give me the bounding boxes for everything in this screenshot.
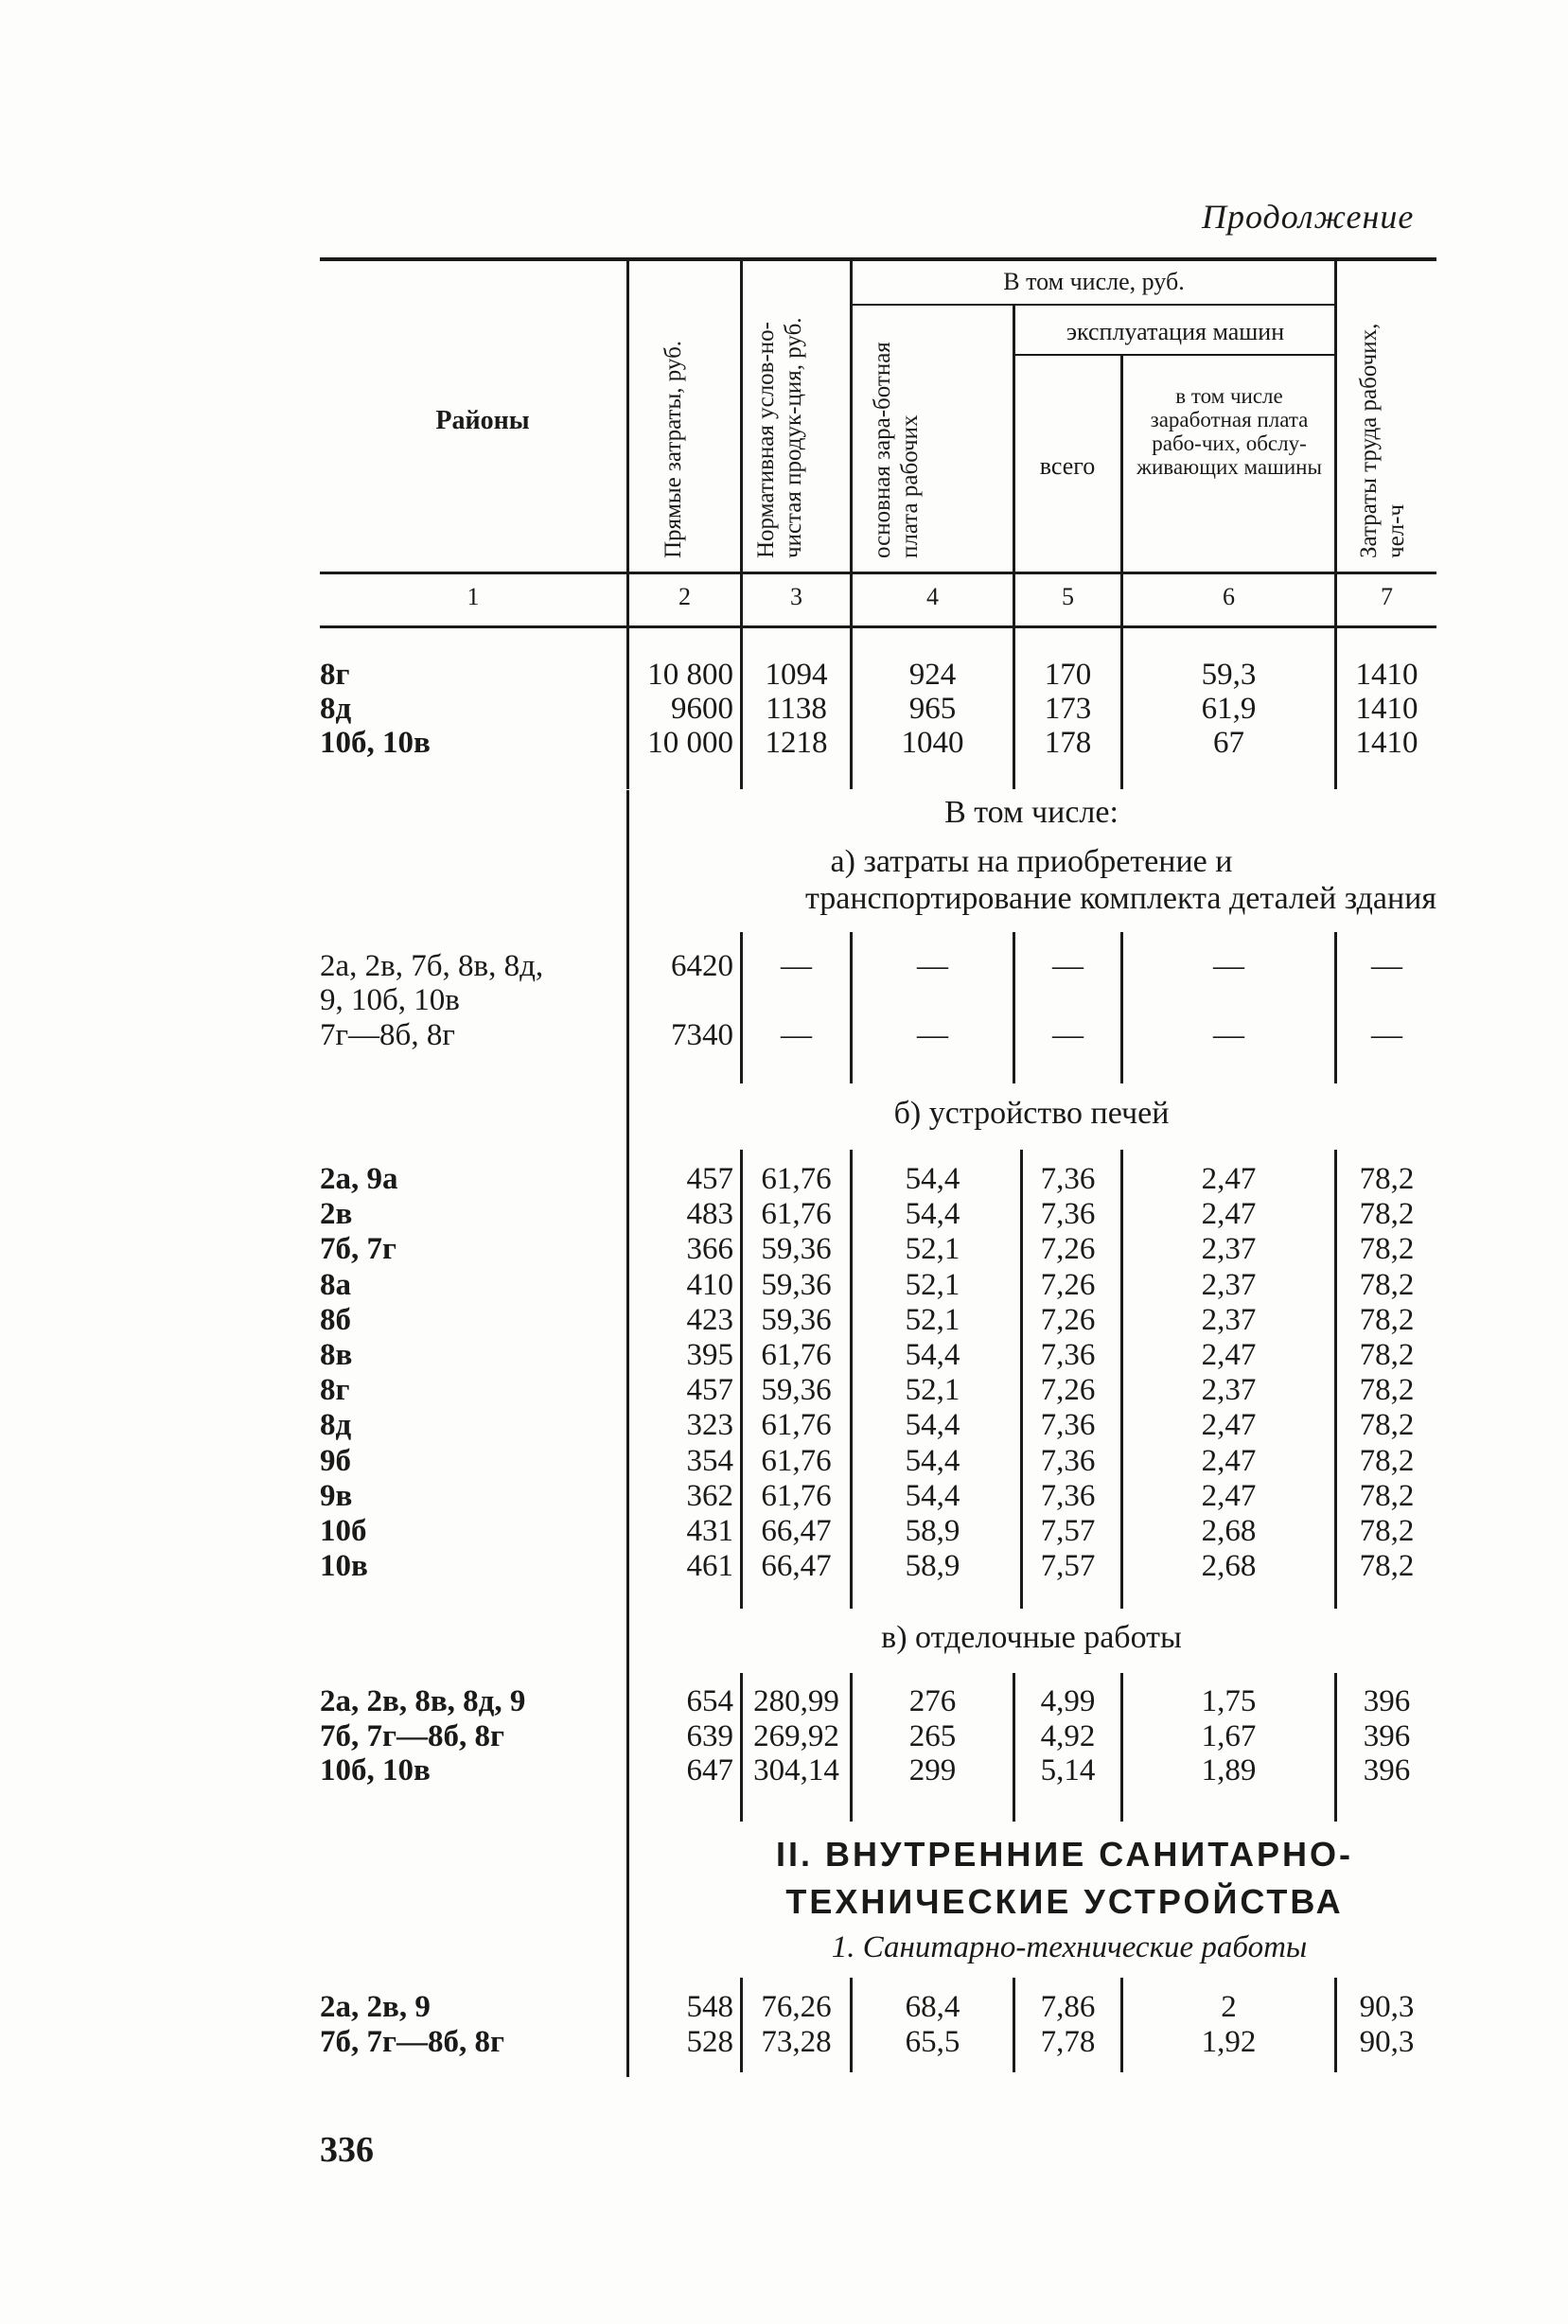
cell-base-wage: 52,1 [905,1232,960,1267]
cell-machines-wage: 59,3 [1201,658,1257,692]
cell-labor: 1410 [1355,726,1418,760]
section-2-title-line2: ТЕХНИЧЕСКИЕ УСТРОЙСТВА [785,1882,1344,1921]
cell-direct-costs: 7340 [671,1018,733,1052]
cell-base-wage: 265 [908,1718,957,1753]
cell-base-wage: 54,4 [905,1478,960,1513]
region-cell: 10в [320,1549,368,1584]
cell-machines-total: 7,36 [1040,1443,1096,1478]
cell-labor: 78,2 [1359,1549,1415,1584]
header-rule-machines [1014,354,1336,356]
cell-machines-total: — [1052,949,1084,983]
cell-machines-total: 7,86 [1040,1990,1096,2024]
region-cell: 8в [320,1338,353,1372]
cell-normative-output: 1218 [765,726,828,760]
cell-machines-wage: 1,67 [1201,1718,1257,1753]
cell-machines-wage: 1,75 [1201,1684,1257,1718]
cell-machines-wage: 61,9 [1201,692,1257,726]
cell-labor: 78,2 [1359,1197,1415,1232]
block-c-title: в) отделочные работы [881,1620,1182,1655]
header-sep-1 [626,261,629,625]
region-cell: 10б [320,1514,367,1548]
header-top-rule [320,257,1436,261]
cell-base-wage: 54,4 [905,1338,960,1372]
colnum-7: 7 [1381,583,1393,610]
cell-labor: 396 [1363,1753,1411,1787]
cell-normative-output: 59,36 [761,1267,832,1302]
cell-direct-costs: 354 [686,1443,733,1478]
cell-machines-total: 7,36 [1040,1408,1096,1443]
block-b-title: б) устройство печей [893,1096,1170,1131]
cell-machines-total: 7,78 [1040,2024,1096,2059]
cell-base-wage: 65,5 [905,2024,960,2059]
region-cell: 7б, 7г [320,1232,396,1267]
cell-machines-wage: 2,68 [1201,1549,1257,1584]
region-cell: 8д [320,692,352,726]
region-cell: 8г [320,658,350,692]
cell-machines-wage: 2,47 [1201,1408,1257,1443]
region-cell: 7г—8б, 8г [320,1018,455,1052]
cell-direct-costs: 10 000 [647,726,733,760]
cell-machines-wage: 2,47 [1201,1478,1257,1513]
page-number: 336 [320,2130,374,2170]
cell-machines-total: 7,26 [1040,1232,1096,1267]
cell-normative-output: 280,99 [753,1684,839,1718]
cell-normative-output: 61,76 [761,1162,832,1196]
cell-base-wage: 924 [908,658,957,692]
cell-normative-output: 73,28 [761,2024,832,2059]
cell-normative-output: — [781,949,812,983]
cell-normative-output: 61,76 [761,1443,832,1478]
header-labor: Затраты труда рабочих, чел-ч [1356,323,1409,558]
block-a-title-2: транспортирование комплекта деталей здания [804,881,1436,916]
region-cell: 9в [320,1478,353,1513]
header-bottom-rule [320,572,1436,574]
cell-machines-wage: — [1213,949,1244,983]
cell-machines-total: 7,26 [1040,1302,1096,1337]
cell-labor: 396 [1363,1684,1411,1718]
cell-machines-wage: 2,47 [1201,1338,1257,1372]
cell-direct-costs: 431 [686,1514,733,1548]
cell-machines-wage: 2,37 [1201,1373,1257,1408]
cell-normative-output: 66,47 [761,1514,832,1548]
cell-labor: 90,3 [1359,1990,1415,2024]
cell-machines-total: 7,36 [1040,1478,1096,1513]
cell-machines-total: 7,36 [1040,1162,1096,1196]
region-cell: 7б, 7г—8б, 8г [320,2024,504,2059]
cell-direct-costs: 483 [686,1197,733,1232]
colnum-3: 3 [790,583,802,610]
cell-normative-output: 1094 [765,658,828,692]
cell-machines-total: 178 [1044,726,1092,760]
cell-machines-total: 5,14 [1040,1753,1096,1787]
header-sep-3 [850,261,853,625]
cell-direct-costs: 366 [686,1232,733,1267]
cell-normative-output: 59,36 [761,1232,832,1267]
cell-direct-costs: 395 [686,1338,733,1372]
cell-base-wage: 1040 [901,726,964,760]
cell-machines-total: 4,99 [1040,1684,1096,1718]
cell-normative-output: 61,76 [761,1338,832,1372]
region-cell-continued: 9, 10б, 10в [320,983,460,1017]
cell-labor: 1410 [1355,692,1418,726]
cell-direct-costs: 362 [686,1478,733,1513]
cell-machines-wage: 2,68 [1201,1514,1257,1548]
cell-base-wage: 54,4 [905,1162,960,1196]
header-incl-rub: В том числе, руб. [1003,268,1185,295]
cell-labor: 78,2 [1359,1373,1415,1408]
cell-machines-wage: 2,47 [1201,1197,1257,1232]
cell-machines-total: 7,26 [1040,1373,1096,1408]
header-regions: Районы [435,406,530,435]
cell-labor: 78,2 [1359,1514,1415,1548]
region-cell: 2а, 2в, 9 [320,1990,431,2024]
cell-machines-wage: 2,47 [1201,1162,1257,1196]
cell-base-wage: 52,1 [905,1373,960,1408]
cell-machines-total: 170 [1044,658,1092,692]
cell-base-wage: 58,9 [905,1514,960,1548]
cell-base-wage: — [917,949,948,983]
cell-direct-costs: 323 [686,1408,733,1443]
header-machine-operation: эксплуатация машин [1066,318,1285,345]
header-sep-6 [1334,261,1337,625]
header-incl-wage: в том числе заработная плата рабо-чих, обслу-живающих машины [1136,384,1322,479]
cell-direct-costs: 528 [686,2024,733,2059]
colnum-bottom-rule [320,625,1436,628]
region-cell: 8б [320,1302,351,1337]
cell-machines-wage: 67 [1213,726,1244,760]
cell-machines-wage: 2,47 [1201,1443,1257,1478]
cell-labor: — [1371,1018,1402,1052]
cell-labor: 78,2 [1359,1338,1415,1372]
cell-machines-wage: 2,37 [1201,1267,1257,1302]
cell-normative-output: 59,36 [761,1302,832,1337]
cell-normative-output: 66,47 [761,1549,832,1584]
cell-machines-total: 7,36 [1040,1338,1096,1372]
cell-labor: 78,2 [1359,1408,1415,1443]
section-2-subtitle: 1. Санитарно-технические работы [831,1930,1308,1964]
cell-direct-costs: 457 [686,1162,733,1196]
region-cell: 2а, 9а [320,1162,398,1196]
cell-direct-costs: 423 [686,1302,733,1337]
cell-machines-total: — [1052,1018,1084,1052]
header-base-wage: основная зара-ботная плата рабочих [870,342,923,558]
cell-normative-output: 61,76 [761,1478,832,1513]
cell-labor: 396 [1363,1718,1411,1753]
cell-labor: 78,2 [1359,1162,1415,1196]
region-cell: 8г [320,1373,350,1408]
cell-machines-wage: 2 [1221,1990,1237,2024]
cell-normative-output: 61,76 [761,1197,832,1232]
block-a-title-1: а) затраты на приобретение и [830,844,1233,879]
cell-labor: 78,2 [1359,1267,1415,1302]
region-cell: 8д [320,1408,352,1443]
cell-machines-total: 7,57 [1040,1514,1096,1548]
region-cell: 10б, 10в [320,1753,431,1787]
cell-direct-costs: 10 800 [647,658,733,692]
cell-machines-total: 173 [1044,692,1092,726]
cell-direct-costs: 639 [686,1718,733,1753]
colnum-5: 5 [1062,583,1074,610]
cell-machines-wage: 1,89 [1201,1753,1257,1787]
continuation-label: Продолжение [1202,198,1415,236]
cell-base-wage: 52,1 [905,1267,960,1302]
region-cell: 2а, 2в, 7б, 8в, 8д, [320,949,544,983]
cell-normative-output: 304,14 [753,1753,839,1787]
region-cell: 2в [320,1197,353,1232]
cell-machines-wage: — [1213,1018,1244,1052]
cell-base-wage: 68,4 [905,1990,960,2024]
region-cell: 7б, 7г—8б, 8г [320,1718,504,1753]
cell-normative-output: 269,92 [753,1718,839,1753]
cell-direct-costs: 647 [686,1753,733,1787]
cell-machines-wage: 1,92 [1201,2024,1257,2059]
header-direct-costs: Прямые затраты, руб. [661,340,686,558]
cell-direct-costs: 548 [686,1990,733,2024]
cell-base-wage: 54,4 [905,1443,960,1478]
colnum-4: 4 [926,583,939,610]
region-cell: 2а, 2в, 8в, 8д, 9 [320,1684,526,1718]
cell-labor: 78,2 [1359,1443,1415,1478]
cell-machines-total: 4,92 [1040,1718,1096,1753]
cell-machines-wage: 2,37 [1201,1302,1257,1337]
cell-base-wage: 58,9 [905,1549,960,1584]
cell-direct-costs: 654 [686,1684,733,1718]
cell-base-wage: 965 [908,692,957,726]
cell-direct-costs: 6420 [671,949,733,983]
cell-labor: 78,2 [1359,1478,1415,1513]
region-cell: 8а [320,1267,351,1302]
cell-machines-total: 7,26 [1040,1267,1096,1302]
cell-machines-wage: 2,37 [1201,1232,1257,1267]
colnum-1: 1 [467,583,480,610]
cell-labor: 1410 [1355,658,1418,692]
cell-base-wage: 52,1 [905,1302,960,1337]
region-cell: 10б, 10в [320,726,431,760]
cell-labor: 78,2 [1359,1302,1415,1337]
cell-direct-costs: 461 [686,1549,733,1584]
header-total: всего [1039,452,1096,480]
cell-normative-output: 61,76 [761,1408,832,1443]
region-cell: 9б [320,1443,351,1478]
header-rule-incl [852,304,1336,306]
cell-direct-costs: 410 [686,1267,733,1302]
cell-direct-costs: 457 [686,1373,733,1408]
cell-machines-total: 7,57 [1040,1549,1096,1584]
cell-labor: 78,2 [1359,1232,1415,1267]
colnum-2: 2 [678,583,691,610]
section-2-title-line1: II. ВНУТРЕННИЕ САНИТАРНО- [776,1835,1353,1874]
cell-labor: 90,3 [1359,2024,1415,2059]
cell-base-wage: — [917,1018,948,1052]
header-sep-2 [740,261,743,625]
cell-base-wage: 276 [908,1684,957,1718]
cell-base-wage: 54,4 [905,1197,960,1232]
cell-machines-total: 7,36 [1040,1197,1096,1232]
colnum-6: 6 [1223,583,1235,610]
cell-normative-output: 76,26 [761,1990,832,2024]
in-that-number-heading: В том числе: [944,795,1119,830]
cell-normative-output: — [781,1018,812,1052]
cell-base-wage: 54,4 [905,1408,960,1443]
cell-normative-output: 59,36 [761,1373,832,1408]
cell-labor: — [1371,949,1402,983]
header-normative-output: Нормативная услов-но-чистая продук-ция, руб. [753,317,806,558]
cell-direct-costs: 9600 [671,692,733,726]
cell-normative-output: 1138 [766,692,827,726]
cell-base-wage: 299 [908,1753,957,1787]
